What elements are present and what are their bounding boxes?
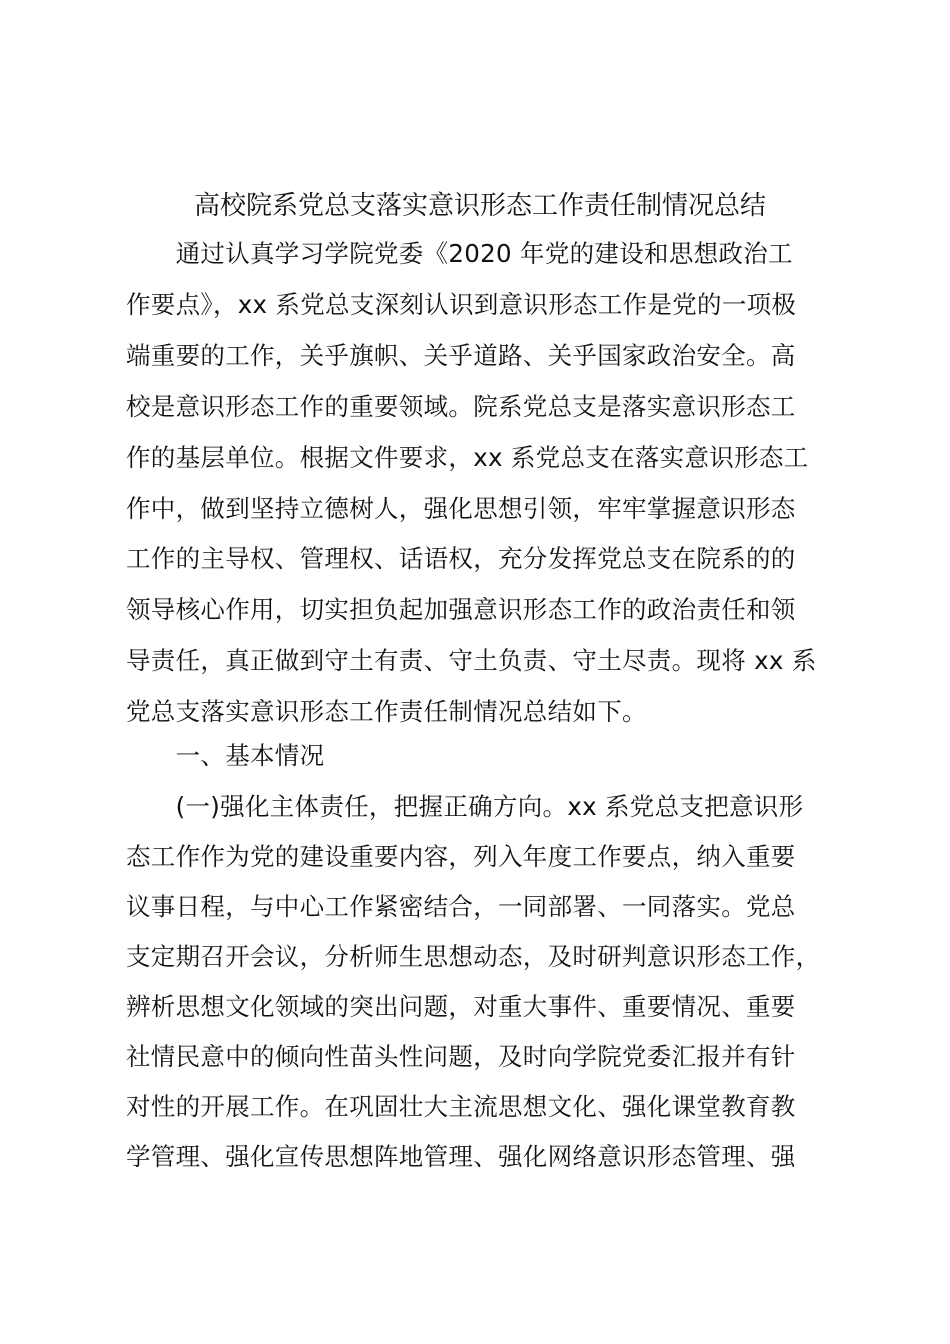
body-line-15: 辨析思想文化领域的突出问题，对重大事件、重要情况、重要	[126, 992, 796, 1021]
body-line-9: 导责任，真正做到守土有责、守土负责、守土尽责。现将 xx 系	[126, 646, 817, 675]
body-line-7: 工作的主导权、管理权、话语权，充分发挥党总支在院系的的	[126, 544, 796, 573]
body-line-17: 对性的开展工作。在巩固壮大主流思想文化、强化课堂教育教	[126, 1092, 796, 1121]
body-line-8: 领导核心作用，切实担负起加强意识形态工作的政治责任和领	[126, 595, 796, 624]
body-line-5: 作的基层单位。根据文件要求，xx 系党总支在落实意识形态工	[126, 443, 809, 472]
section-heading-1: 一、基本情况	[126, 741, 325, 770]
document-title: 高校院系党总支落实意识形态工作责任制情况总结	[193, 191, 766, 221]
body-line-14: 支定期召开会议，分析师生思想动态，及时研判意识形态工作，	[126, 942, 821, 971]
body-line-6: 作中，做到坚持立德树人，强化思想引领，牢牢掌握意识形态	[126, 494, 796, 523]
body-line-2: 作要点》，xx 系党总支深刻认识到意识形态工作是党的一项极	[126, 290, 797, 319]
body-line-11: (一)强化主体责任，把握正确方向。xx 系党总支把意识形	[126, 792, 804, 821]
body-line-1: 通过认真学习学院党委《2020 年党的建设和思想政治工	[126, 239, 793, 268]
body-line-13: 议事日程，与中心工作紧密结合，一同部署、一同落实。党总	[126, 892, 796, 921]
body-line-10: 党总支落实意识形态工作责任制情况总结如下。	[126, 697, 647, 726]
body-line-12: 态工作作为党的建设重要内容，列入年度工作要点，纳入重要	[126, 842, 796, 871]
body-line-3: 端重要的工作，关乎旗帜、关乎道路、关乎国家政治安全。高	[126, 341, 796, 370]
body-line-16: 社情民意中的倾向性苗头性问题，及时向学院党委汇报并有针	[126, 1042, 796, 1071]
body-line-18: 学管理、强化宣传思想阵地管理、强化网络意识形态管理、强	[126, 1142, 796, 1171]
body-line-4: 校是意识形态工作的重要领域。院系党总支是落实意识形态工	[126, 392, 796, 421]
